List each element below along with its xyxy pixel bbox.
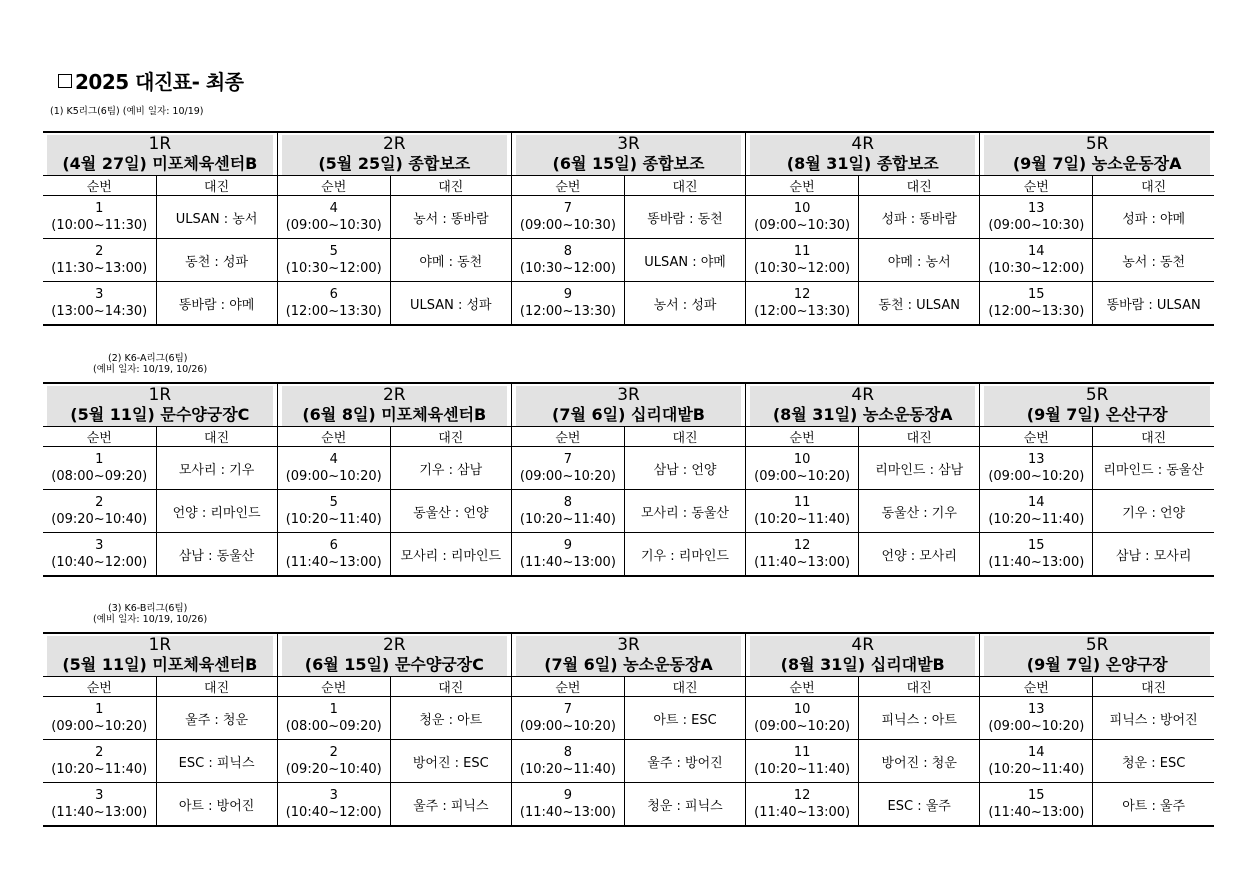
match-order-cell (43, 740, 156, 783)
round-label: 1R (47, 135, 273, 153)
match-order-cell (511, 196, 624, 239)
round-header (746, 132, 980, 153)
match-order-cell (43, 783, 156, 827)
match-number: 14 (1028, 495, 1045, 510)
match-pairing: 리마인드 : 동울산 (1093, 447, 1214, 490)
match-number: 5 (329, 244, 338, 259)
match-order-cell (511, 783, 624, 827)
table-row (43, 239, 1214, 282)
match-pairing: ULSAN : 농서 (156, 196, 277, 239)
round-date-venue: (8월 31일) 농소운동장A (750, 404, 975, 426)
round-date-venue-cell (980, 654, 1214, 677)
round-header (980, 633, 1214, 654)
round-header (746, 633, 980, 654)
match-pairing: ESC : 울주 (859, 783, 980, 827)
match-number: 10 (793, 702, 811, 717)
match-number: 15 (1028, 538, 1045, 553)
col-header-num: 순번 (746, 677, 859, 697)
col-header-match: 대진 (156, 677, 277, 697)
round-label: 3R (516, 636, 741, 654)
match-time: (09:00~10:20) (285, 469, 382, 484)
col-header-num: 순번 (43, 176, 156, 196)
match-pairing: 야메 : 농서 (859, 239, 980, 282)
match-pairing: 울주 : 방어진 (624, 740, 745, 783)
match-pairing: 농서 : 성파 (624, 282, 745, 326)
match-order-cell (746, 447, 859, 490)
round-date-venue-cell (511, 654, 745, 677)
match-order-cell (277, 447, 390, 490)
match-pairing: 언양 : 모사리 (859, 533, 980, 577)
match-pairing: 방어진 : ESC (390, 740, 511, 783)
match-time: (09:00~10:20) (754, 719, 851, 734)
col-header-match: 대진 (1093, 427, 1214, 447)
match-number: 2 (95, 495, 104, 510)
round-date-venue: (5월 11일) 미포체육센터B (47, 654, 273, 676)
match-time: (09:20~10:40) (285, 762, 382, 777)
round-label: 3R (516, 135, 741, 153)
round-label: 2R (282, 386, 507, 404)
match-number: 8 (563, 745, 573, 760)
match-pairing: 똥바람 : ULSAN (1093, 282, 1214, 326)
match-order-cell (746, 697, 859, 740)
match-pairing: 아트 : ESC (624, 697, 745, 740)
round-header (511, 383, 745, 404)
match-order-cell (43, 490, 156, 533)
match-pairing: 삼남 : 동울산 (156, 533, 277, 577)
match-number: 14 (1028, 244, 1045, 259)
match-number: 13 (1028, 452, 1045, 467)
match-number: 1 (329, 702, 338, 717)
table-row (43, 740, 1214, 783)
match-pairing: 성파 : 야메 (1093, 196, 1214, 239)
match-number: 7 (563, 201, 573, 216)
match-pairing: 기우 : 리마인드 (624, 533, 745, 577)
checkbox-square-icon (58, 74, 72, 88)
match-order-cell (980, 282, 1093, 326)
match-number: 2 (95, 745, 104, 760)
match-time: (09:00~10:20) (988, 719, 1085, 734)
col-header-match: 대진 (859, 427, 980, 447)
match-pairing: 피닉스 : 방어진 (1093, 697, 1214, 740)
match-number: 3 (95, 538, 104, 553)
match-time: (11:40~13:00) (519, 805, 616, 820)
match-number: 14 (1028, 745, 1045, 760)
match-order-cell (980, 196, 1093, 239)
match-time: (09:00~10:20) (51, 719, 148, 734)
match-order-cell (746, 533, 859, 577)
match-time: (12:00~13:30) (988, 304, 1085, 319)
match-pairing: 야메 : 동천 (390, 239, 511, 282)
match-number: 2 (95, 244, 104, 259)
col-header-match: 대진 (156, 176, 277, 196)
match-order-cell (511, 447, 624, 490)
match-number: 4 (329, 452, 338, 467)
match-pairing: 아트 : 방어진 (156, 783, 277, 827)
match-number: 9 (563, 538, 573, 553)
match-order-cell (746, 282, 859, 326)
match-pairing: 리마인드 : 삼남 (859, 447, 980, 490)
match-order-cell (746, 490, 859, 533)
round-date-venue-cell (746, 654, 980, 677)
match-time: (10:00~11:30) (51, 218, 148, 233)
match-order-cell (746, 196, 859, 239)
match-number: 8 (563, 244, 573, 259)
match-time: (10:30~12:00) (285, 261, 382, 276)
match-pairing: 똥바람 : 야메 (156, 282, 277, 326)
match-time: (09:00~10:20) (754, 469, 851, 484)
match-time: (08:00~09:20) (285, 719, 382, 734)
league-caption: (예비 일자: 10/19, 10/26) (93, 614, 208, 625)
match-order-cell (277, 196, 390, 239)
round-header (43, 383, 277, 404)
col-header-match: 대진 (390, 677, 511, 697)
round-header (277, 132, 511, 153)
round-date-venue: (8월 31일) 십리대밭B (750, 654, 975, 676)
round-header (43, 633, 277, 654)
match-time: (11:40~13:00) (988, 805, 1085, 820)
match-pairing: 청운 : 피닉스 (624, 783, 745, 827)
match-pairing: 방어진 : 청운 (859, 740, 980, 783)
match-number: 9 (563, 788, 573, 803)
round-label: 3R (516, 386, 741, 404)
match-time: (10:20~11:40) (988, 512, 1085, 527)
round-label: 2R (282, 636, 507, 654)
match-time: (10:20~11:40) (519, 762, 616, 777)
round-date-venue: (9월 7일) 온양구장 (984, 654, 1210, 676)
match-time: (10:20~11:40) (285, 512, 382, 527)
league-caption: (2) K6-A리그(6팀) (108, 353, 188, 364)
round-date-venue-cell (511, 404, 745, 427)
col-header-num: 순번 (43, 427, 156, 447)
col-header-num: 순번 (746, 176, 859, 196)
match-number: 12 (793, 538, 811, 553)
match-order-cell (746, 239, 859, 282)
match-time: (11:30~13:00) (51, 261, 148, 276)
match-order-cell (277, 697, 390, 740)
match-number: 1 (95, 201, 104, 216)
match-pairing: ULSAN : 성파 (390, 282, 511, 326)
match-order-cell (511, 697, 624, 740)
match-time: (10:20~11:40) (988, 762, 1085, 777)
match-time: (12:00~13:30) (519, 304, 616, 319)
match-time: (10:20~11:40) (754, 512, 851, 527)
match-time: (10:40~12:00) (51, 555, 148, 570)
match-number: 11 (793, 745, 811, 760)
table-row (43, 533, 1214, 577)
round-date-venue-cell (277, 654, 511, 677)
match-number: 7 (563, 452, 573, 467)
round-label: 5R (984, 636, 1210, 654)
match-number: 15 (1028, 287, 1045, 302)
match-order-cell (980, 533, 1093, 577)
round-date-venue-cell (746, 153, 980, 176)
round-date-venue: (6월 15일) 종합보조 (516, 153, 741, 175)
match-time: (10:40~12:00) (285, 805, 382, 820)
round-date-venue: (5월 11일) 문수양궁장C (47, 404, 273, 426)
match-order-cell (980, 697, 1093, 740)
match-time: (09:00~10:20) (519, 719, 616, 734)
table-row (43, 447, 1214, 490)
match-order-cell (277, 783, 390, 827)
match-time: (13:00~14:30) (51, 304, 148, 319)
page-title-text: 2025 대진표- 최종 (75, 70, 244, 94)
round-date-venue: (4월 27일) 미포체육센터B (47, 153, 273, 175)
match-time: (12:00~13:30) (754, 304, 851, 319)
match-time: (09:00~10:30) (754, 218, 851, 233)
round-header (277, 383, 511, 404)
col-header-num: 순번 (980, 176, 1093, 196)
match-pairing: 아트 : 울주 (1093, 783, 1214, 827)
round-date-venue-cell (277, 404, 511, 427)
match-number: 12 (793, 788, 811, 803)
match-order-cell (980, 490, 1093, 533)
match-pairing: 청운 : ESC (1093, 740, 1214, 783)
col-header-num: 순번 (277, 427, 390, 447)
col-header-num: 순번 (746, 427, 859, 447)
match-time: (10:30~12:00) (754, 261, 851, 276)
round-date-venue-cell (511, 153, 745, 176)
match-number: 11 (793, 244, 811, 259)
round-date-venue: (9월 7일) 온산구장 (984, 404, 1210, 426)
match-number: 8 (563, 495, 573, 510)
schedule-table (43, 131, 1214, 326)
col-header-num: 순번 (980, 677, 1093, 697)
col-header-match: 대진 (624, 176, 745, 196)
match-order-cell (746, 783, 859, 827)
round-label: 2R (282, 135, 507, 153)
col-header-num: 순번 (511, 427, 624, 447)
round-header (43, 132, 277, 153)
match-order-cell (511, 490, 624, 533)
col-header-num: 순번 (980, 427, 1093, 447)
match-order-cell (980, 447, 1093, 490)
match-time: (09:00~10:30) (519, 218, 616, 233)
match-number: 10 (793, 452, 811, 467)
league-caption: (3) K6-B리그(6팀) (108, 603, 188, 614)
match-pairing: 울주 : 청운 (156, 697, 277, 740)
match-number: 1 (95, 702, 104, 717)
round-label: 5R (984, 135, 1210, 153)
match-number: 12 (793, 287, 811, 302)
match-time: (10:20~11:40) (519, 512, 616, 527)
match-time: (11:40~13:00) (754, 805, 851, 820)
schedule-table (43, 382, 1214, 577)
match-time: (10:20~11:40) (51, 762, 148, 777)
match-number: 3 (329, 788, 338, 803)
match-pairing: 울주 : 피닉스 (390, 783, 511, 827)
round-label: 4R (750, 636, 975, 654)
table-row (43, 783, 1214, 827)
table-row (43, 697, 1214, 740)
col-header-match: 대진 (859, 176, 980, 196)
match-number: 2 (329, 745, 338, 760)
round-date-venue: (5월 25일) 종합보조 (282, 153, 507, 175)
match-number: 13 (1028, 702, 1045, 717)
match-order-cell (43, 533, 156, 577)
col-header-num: 순번 (277, 677, 390, 697)
round-header (980, 132, 1214, 153)
match-time: (11:40~13:00) (519, 555, 616, 570)
league-caption: (예비 일자: 10/19, 10/26) (93, 364, 208, 375)
table-row (43, 196, 1214, 239)
col-header-num: 순번 (511, 176, 624, 196)
col-header-match: 대진 (390, 176, 511, 196)
round-date-venue-cell (980, 404, 1214, 427)
match-pairing: ESC : 피닉스 (156, 740, 277, 783)
match-pairing: 삼남 : 언양 (624, 447, 745, 490)
round-date-venue: (7월 6일) 농소운동장A (516, 654, 741, 676)
match-number: 6 (329, 538, 338, 553)
col-header-match: 대진 (1093, 176, 1214, 196)
round-date-venue: (9월 7일) 농소운동장A (984, 153, 1210, 175)
match-time: (11:40~13:00) (51, 805, 148, 820)
round-label: 5R (984, 386, 1210, 404)
round-date-venue-cell (43, 654, 277, 677)
match-pairing: 피닉스 : 아트 (859, 697, 980, 740)
round-label: 1R (47, 386, 273, 404)
match-pairing: 기우 : 언양 (1093, 490, 1214, 533)
table-row (43, 282, 1214, 326)
match-pairing: 모사리 : 동울산 (624, 490, 745, 533)
round-date-venue-cell (43, 404, 277, 427)
round-date-venue-cell (277, 153, 511, 176)
col-header-match: 대진 (624, 427, 745, 447)
match-number: 9 (563, 287, 573, 302)
match-time: (09:00~10:20) (519, 469, 616, 484)
round-date-venue: (6월 15일) 문수양궁장C (282, 654, 507, 676)
col-header-match: 대진 (156, 427, 277, 447)
match-pairing: 언양 : 리마인드 (156, 490, 277, 533)
match-number: 6 (329, 287, 338, 302)
match-number: 3 (95, 287, 104, 302)
col-header-match: 대진 (624, 677, 745, 697)
match-order-cell (511, 282, 624, 326)
match-pairing: 동울산 : 기우 (859, 490, 980, 533)
match-number: 7 (563, 702, 573, 717)
round-header (511, 633, 745, 654)
league-caption: (1) K5리그(6팀) (예비 일자: 10/19) (50, 106, 204, 117)
match-order-cell (277, 533, 390, 577)
col-header-num: 순번 (277, 176, 390, 196)
match-time: (09:00~10:30) (285, 218, 382, 233)
round-label: 1R (47, 636, 273, 654)
match-time: (11:40~13:00) (285, 555, 382, 570)
match-order-cell (511, 239, 624, 282)
round-date-venue: (8월 31일) 종합보조 (750, 153, 975, 175)
match-number: 4 (329, 201, 338, 216)
col-header-match: 대진 (859, 677, 980, 697)
match-time: (08:00~09:20) (51, 469, 148, 484)
match-pairing: 농서 : 똥바람 (390, 196, 511, 239)
match-pairing: 동천 : ULSAN (859, 282, 980, 326)
col-header-num: 순번 (43, 677, 156, 697)
match-number: 13 (1028, 201, 1045, 216)
match-pairing: ULSAN : 야메 (624, 239, 745, 282)
round-date-venue-cell (980, 153, 1214, 176)
table-row (43, 490, 1214, 533)
match-order-cell (277, 740, 390, 783)
schedule-table (43, 632, 1214, 827)
match-order-cell (43, 196, 156, 239)
match-number: 15 (1028, 788, 1045, 803)
round-date-venue: (6월 8일) 미포체육센터B (282, 404, 507, 426)
match-time: (09:20~10:40) (51, 512, 148, 527)
match-time: (09:00~10:20) (988, 469, 1085, 484)
col-header-match: 대진 (390, 427, 511, 447)
page-title (58, 66, 244, 95)
match-order-cell (43, 282, 156, 326)
match-order-cell (43, 447, 156, 490)
round-header (277, 633, 511, 654)
match-number: 1 (95, 452, 104, 467)
match-number: 11 (793, 495, 811, 510)
match-pairing: 청운 : 아트 (390, 697, 511, 740)
match-pairing: 농서 : 동천 (1093, 239, 1214, 282)
match-order-cell (277, 490, 390, 533)
match-pairing: 성파 : 똥바람 (859, 196, 980, 239)
match-time: (10:30~12:00) (988, 261, 1085, 276)
match-time: (11:40~13:00) (754, 555, 851, 570)
col-header-match: 대진 (1093, 677, 1214, 697)
match-time: (12:00~13:30) (285, 304, 382, 319)
round-date-venue-cell (746, 404, 980, 427)
match-pairing: 동울산 : 언양 (390, 490, 511, 533)
match-pairing: 모사리 : 리마인드 (390, 533, 511, 577)
round-header (511, 132, 745, 153)
match-order-cell (277, 282, 390, 326)
match-order-cell (746, 740, 859, 783)
round-header (980, 383, 1214, 404)
match-order-cell (511, 740, 624, 783)
match-pairing: 똥바람 : 동천 (624, 196, 745, 239)
match-order-cell (277, 239, 390, 282)
match-number: 10 (793, 201, 811, 216)
match-time: (11:40~13:00) (988, 555, 1085, 570)
col-header-num: 순번 (511, 677, 624, 697)
match-order-cell (43, 697, 156, 740)
match-order-cell (980, 239, 1093, 282)
match-order-cell (980, 783, 1093, 827)
match-order-cell (511, 533, 624, 577)
match-number: 5 (329, 495, 338, 510)
match-pairing: 기우 : 삼남 (390, 447, 511, 490)
round-date-venue-cell (43, 153, 277, 176)
match-number: 3 (95, 788, 104, 803)
match-pairing: 동천 : 성파 (156, 239, 277, 282)
match-pairing: 모사리 : 기우 (156, 447, 277, 490)
round-label: 4R (750, 135, 975, 153)
match-time: (10:30~12:00) (519, 261, 616, 276)
match-time: (09:00~10:30) (988, 218, 1085, 233)
round-label: 4R (750, 386, 975, 404)
match-order-cell (43, 239, 156, 282)
round-header (746, 383, 980, 404)
round-date-venue: (7월 6일) 십리대밭B (516, 404, 741, 426)
match-time: (10:20~11:40) (754, 762, 851, 777)
match-pairing: 삼남 : 모사리 (1093, 533, 1214, 577)
match-order-cell (980, 740, 1093, 783)
